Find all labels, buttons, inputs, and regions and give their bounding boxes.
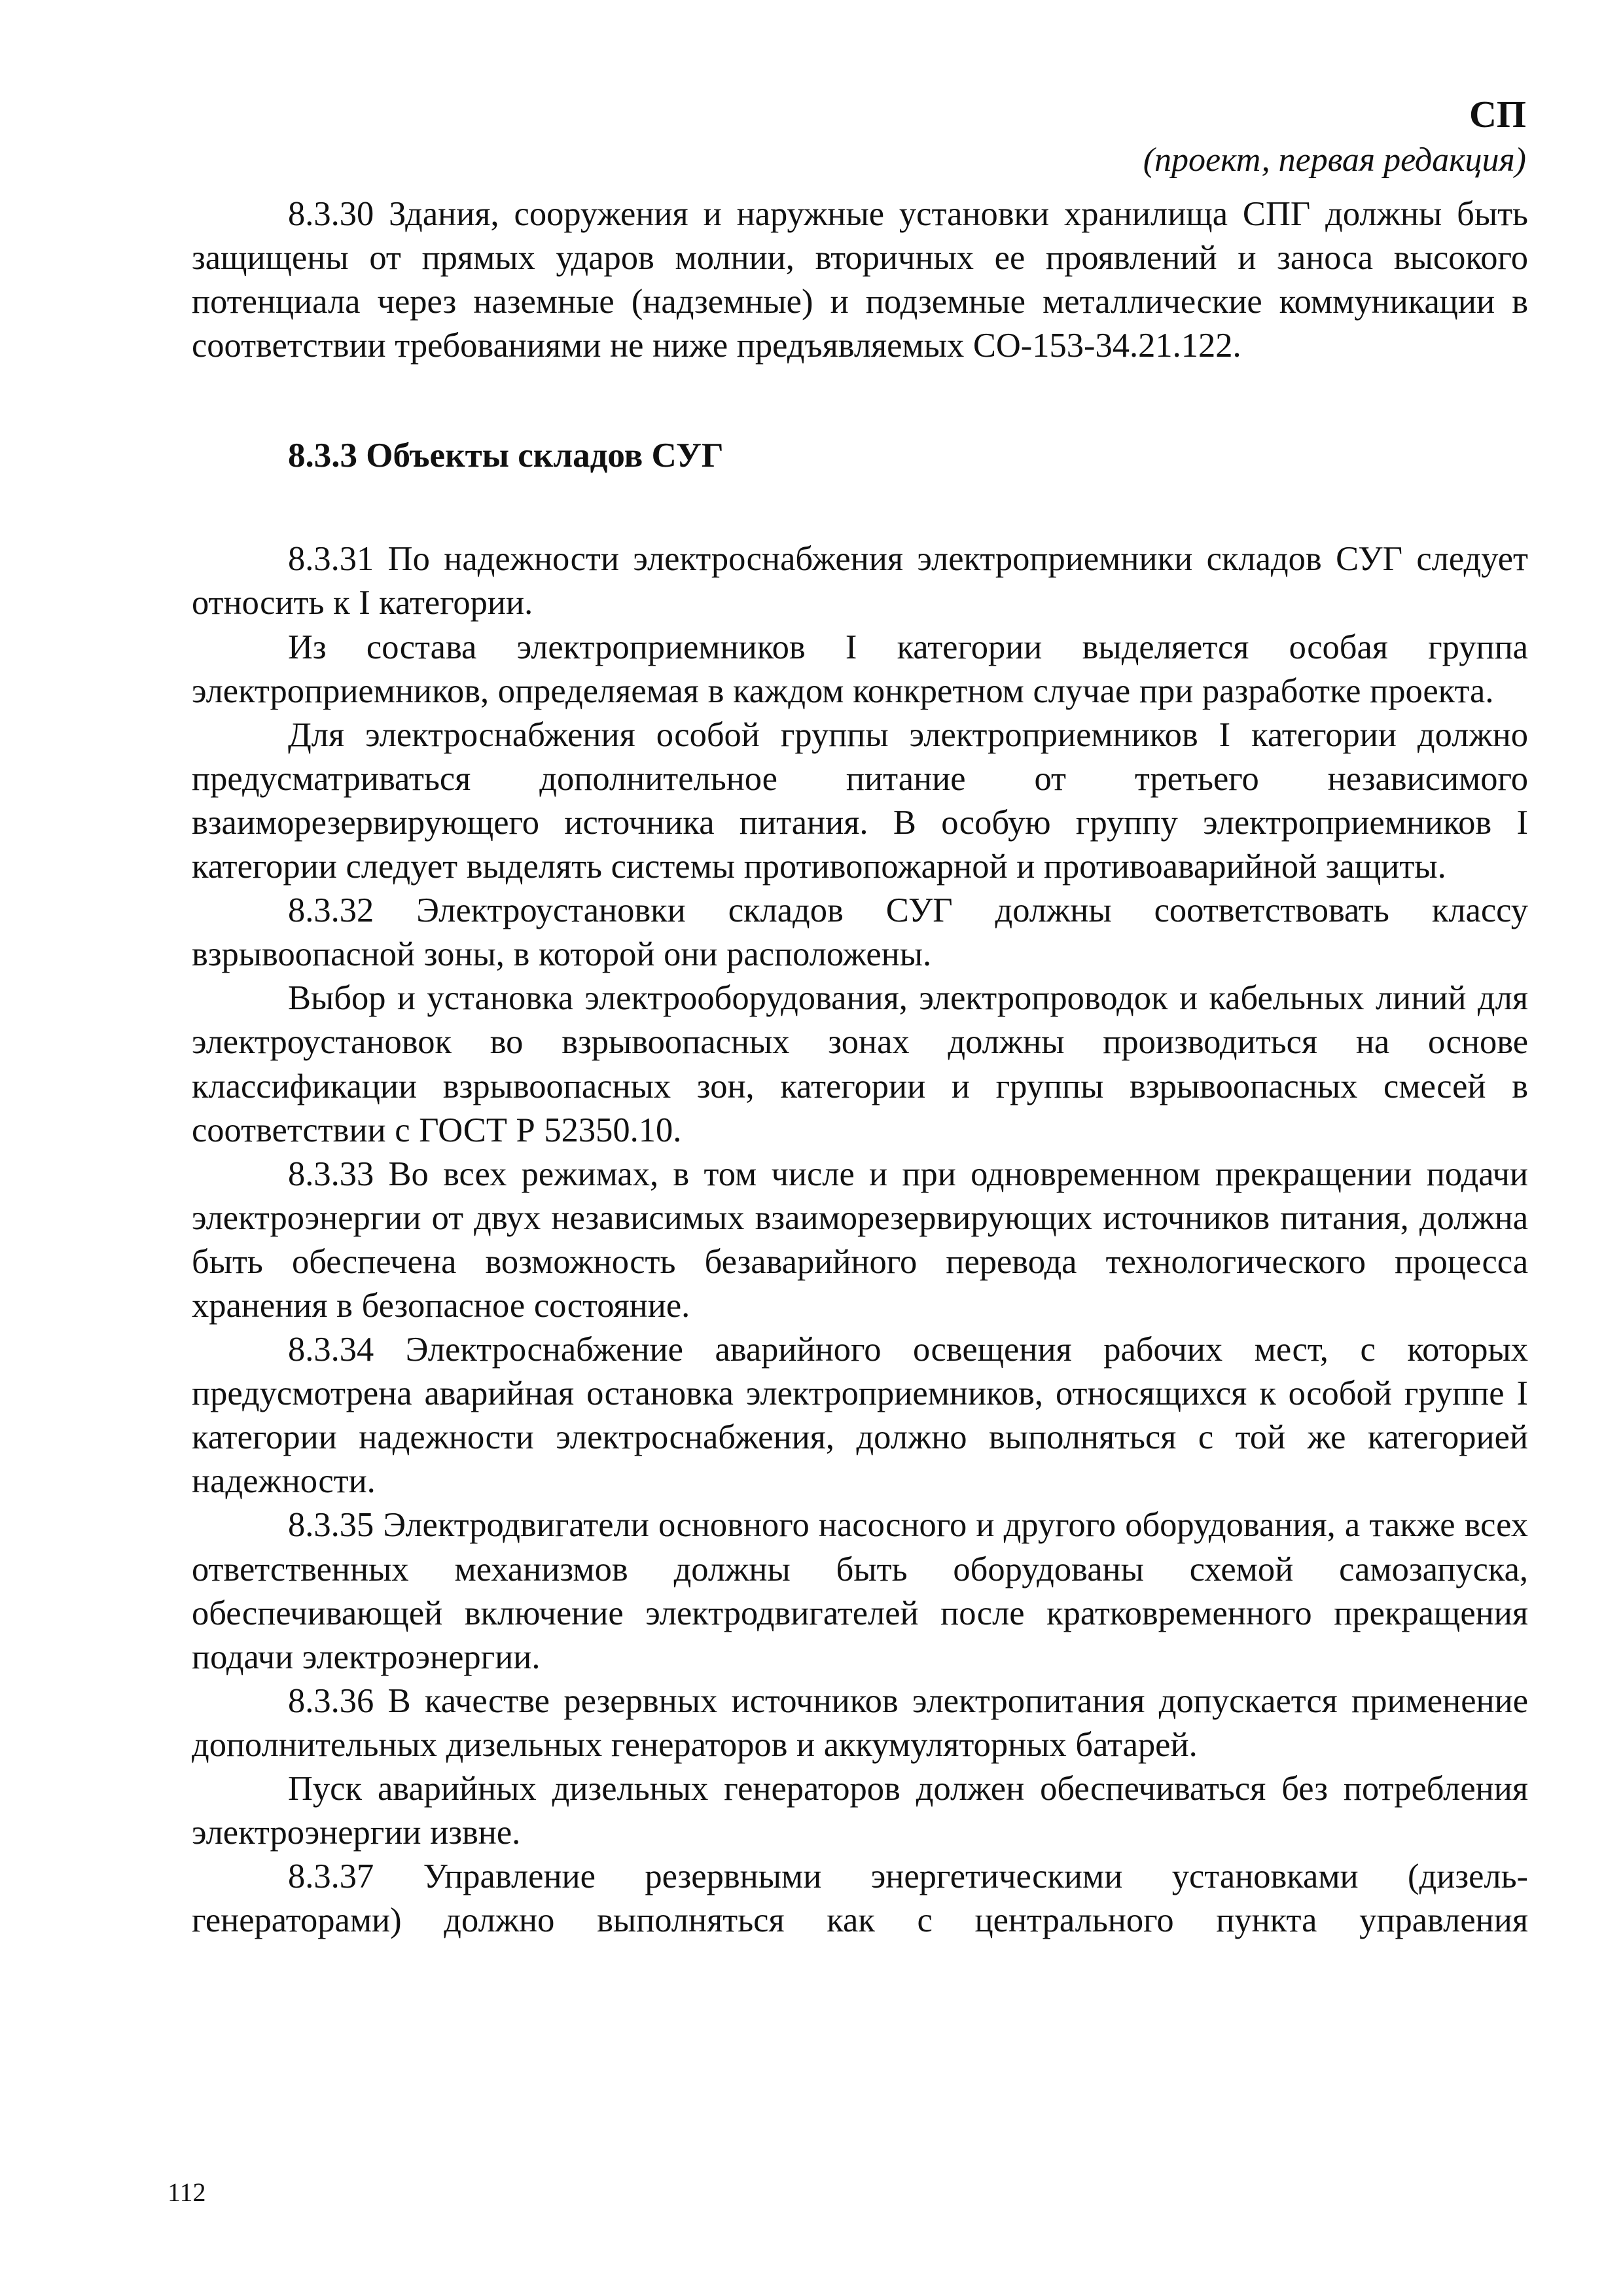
paragraph-8-3-36: 8.3.36 В качестве резервных источников электропитания допускается применение дополнительных дизельных генераторов и аккумуляторных батарей.: [192, 1681, 1528, 1764]
paragraph-8-3-32: 8.3.32 Электроустановки складов СУГ должны соответствовать классу взрывоопасной зоны, в которой они расположены.: [192, 891, 1528, 974]
paragraph: Выбор и установка электрооборудования, электропроводок и кабельных линий для электроустановок во взрывоопасных зонах должны производиться на основе классификации взрывоопасных зон, категории и группы взрывоопасных смесей в соответствии с ГОСТ Р 52350.10.: [192, 979, 1528, 1149]
paragraph-8-3-35: 8.3.35 Электродвигатели основного насосного и другого оборудования, а также всех ответственных механизмов должны быть оборудованы схемой самозапуска, обеспечивающей включение электродвигателей после кратковременного прекращения подачи электроэнергии.: [192, 1506, 1528, 1676]
paragraph: Для электроснабжения особой группы электроприемников I категории должно предусматриваться дополнительное питание от третьего независимого взаиморезервирующего источника питания. В особую группу электроприемников I категории следует выделять системы противопожарной и противоаварийной защиты.: [192, 715, 1528, 886]
paragraph-8-3-31: 8.3.31 По надежности электроснабжения электроприемники складов СУГ следует относить к I категории.: [192, 540, 1528, 622]
paragraph-8-3-34: 8.3.34 Электроснабжение аварийного освещения рабочих мест, с которых предусмотрена аварийная остановка электроприемников, относящихся к особой группе I категории надежности электроснабжения, должно выполняться с той же категорией надежности.: [192, 1331, 1528, 1501]
document-status: (проект, первая редакция): [1143, 141, 1526, 179]
paragraph-8-3-33: 8.3.33 Во всех режимах, в том числе и при одновременном прекращении подачи электроэнергии от двух независимых взаиморезервирующих источников питания, должна быть обеспечена возможность безаварийного перевода технологического процесса хранения в безопасное состояние.: [192, 1155, 1528, 1325]
paragraph: Пуск аварийных дизельных генераторов должен обеспечиваться без потребления электроэнергии извне.: [192, 1770, 1528, 1852]
page-number: 112: [168, 2178, 206, 2207]
paragraph: Из состава электроприемников I категории выделяется особая группа электроприемников, определяемая в каждом конкретном случае при разработке проекта.: [192, 628, 1528, 710]
document-body: [192, 192, 1528, 1943]
section-heading: 8.3.3 Объекты складов СУГ: [288, 437, 724, 475]
page-header: [1143, 92, 1526, 183]
document-code: СП: [1469, 93, 1526, 135]
paragraph-8-3-30: 8.3.30 Здания, сооружения и наружные установки хранилища СПГ должны быть защищены от прямых ударов молнии, вторичных ее проявлений и заноса высокого потенциала через наземные (надземные) и подземные металлические коммуникации в соответствии требованиями не ниже предъявляемых СО-153-34.21.122.: [192, 195, 1528, 365]
paragraph-8-3-37: 8.3.37 Управление резервными энергетическими установками (дизель-генераторами) должно выполняться как с центрального пункта управления: [192, 1857, 1528, 1940]
